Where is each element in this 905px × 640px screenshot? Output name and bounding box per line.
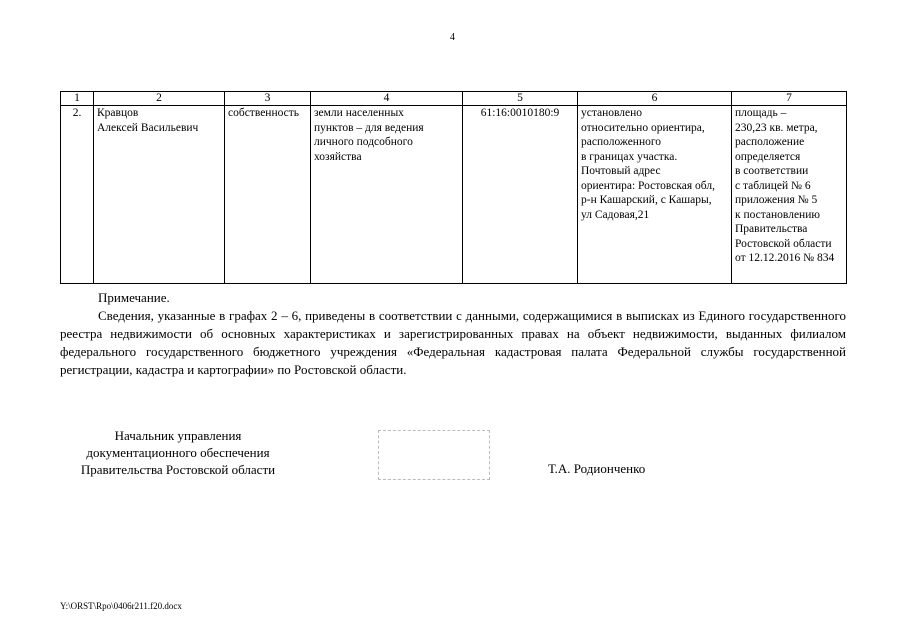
area-line: расположение	[735, 136, 805, 148]
location-line: Почтовый адрес	[581, 165, 661, 177]
table-row	[61, 106, 847, 284]
location-line: в границах участка.	[581, 150, 678, 163]
position-line: документационного обеспечения	[86, 445, 270, 460]
column-header: 4	[311, 92, 463, 106]
category-line: пунктов – для ведения	[314, 121, 424, 134]
column-header: 6	[578, 92, 732, 106]
category-line: личного подсобного	[314, 136, 413, 148]
column-header: 7	[732, 92, 847, 106]
document-file-path: Y:\ORST\Rpo\0406r211.f20.docx	[60, 601, 182, 611]
area-line: Ростовской области	[735, 237, 832, 250]
location-line: относительно ориентира,	[581, 121, 705, 134]
row-number-cell: 2.	[61, 106, 94, 284]
area-line: 230,23 кв. метра,	[735, 121, 818, 134]
location-cell	[578, 106, 732, 284]
area-line: площадь –	[735, 107, 787, 119]
category-line: земли населенных	[314, 107, 404, 119]
area-line: Правительства	[735, 223, 808, 235]
location-line: ул Садовая,21	[581, 208, 650, 221]
area-line: в соответствии	[735, 165, 809, 177]
column-header: 1	[61, 92, 94, 106]
position-line: Правительства Ростовской области	[80, 462, 276, 477]
owner-line: Кравцов	[97, 107, 139, 119]
land-registry-table	[60, 91, 847, 284]
area-cell	[732, 106, 847, 284]
right-type-cell: собственность	[225, 106, 311, 284]
category-line: хозяйства	[314, 150, 362, 163]
location-line: р-н Кашарский, с Кашары,	[581, 194, 712, 206]
land-category-cell	[311, 106, 463, 284]
position-line: Начальник управления	[114, 428, 242, 443]
area-line: приложения № 5	[735, 194, 818, 206]
note-text: Сведения, указанные в графах 2 – 6, приведены в соответствии с данными, содержащимися в выписках из Единого государственного реестра недвижимости об основных характеристиках и зарегистрированных правах на объект недвижимости, выданных филиалом федерального государственного бюджетного учреждения «Федеральная кадастровая палата Федеральной службы государственной регистрации, кадастра и картографии» по Ростовской области.	[60, 308, 846, 377]
owner-cell	[94, 106, 225, 284]
signatory-name: Т.А. Родионченко	[548, 461, 646, 476]
column-header: 3	[225, 92, 311, 106]
location-line: расположенного	[581, 136, 662, 148]
area-line: к постановлению	[735, 208, 820, 221]
signatory-position	[58, 427, 298, 478]
location-line: ориентира: Ростовская обл,	[581, 179, 715, 192]
cadastral-number-cell: 61:16:0010180:9	[463, 106, 578, 284]
page-number: 4	[450, 32, 455, 43]
area-line: от 12.12.2016 № 834	[735, 252, 835, 264]
column-header: 5	[463, 92, 578, 106]
owner-line: Алексей Васильевич	[97, 121, 199, 134]
table-header-row	[61, 92, 847, 106]
area-line: определяется	[735, 150, 801, 163]
handwritten-signature	[378, 430, 490, 480]
note-title: Примечание.	[98, 290, 170, 305]
area-line: с таблицей № 6	[735, 179, 811, 192]
location-line: установлено	[581, 107, 643, 119]
column-header: 2	[94, 92, 225, 106]
